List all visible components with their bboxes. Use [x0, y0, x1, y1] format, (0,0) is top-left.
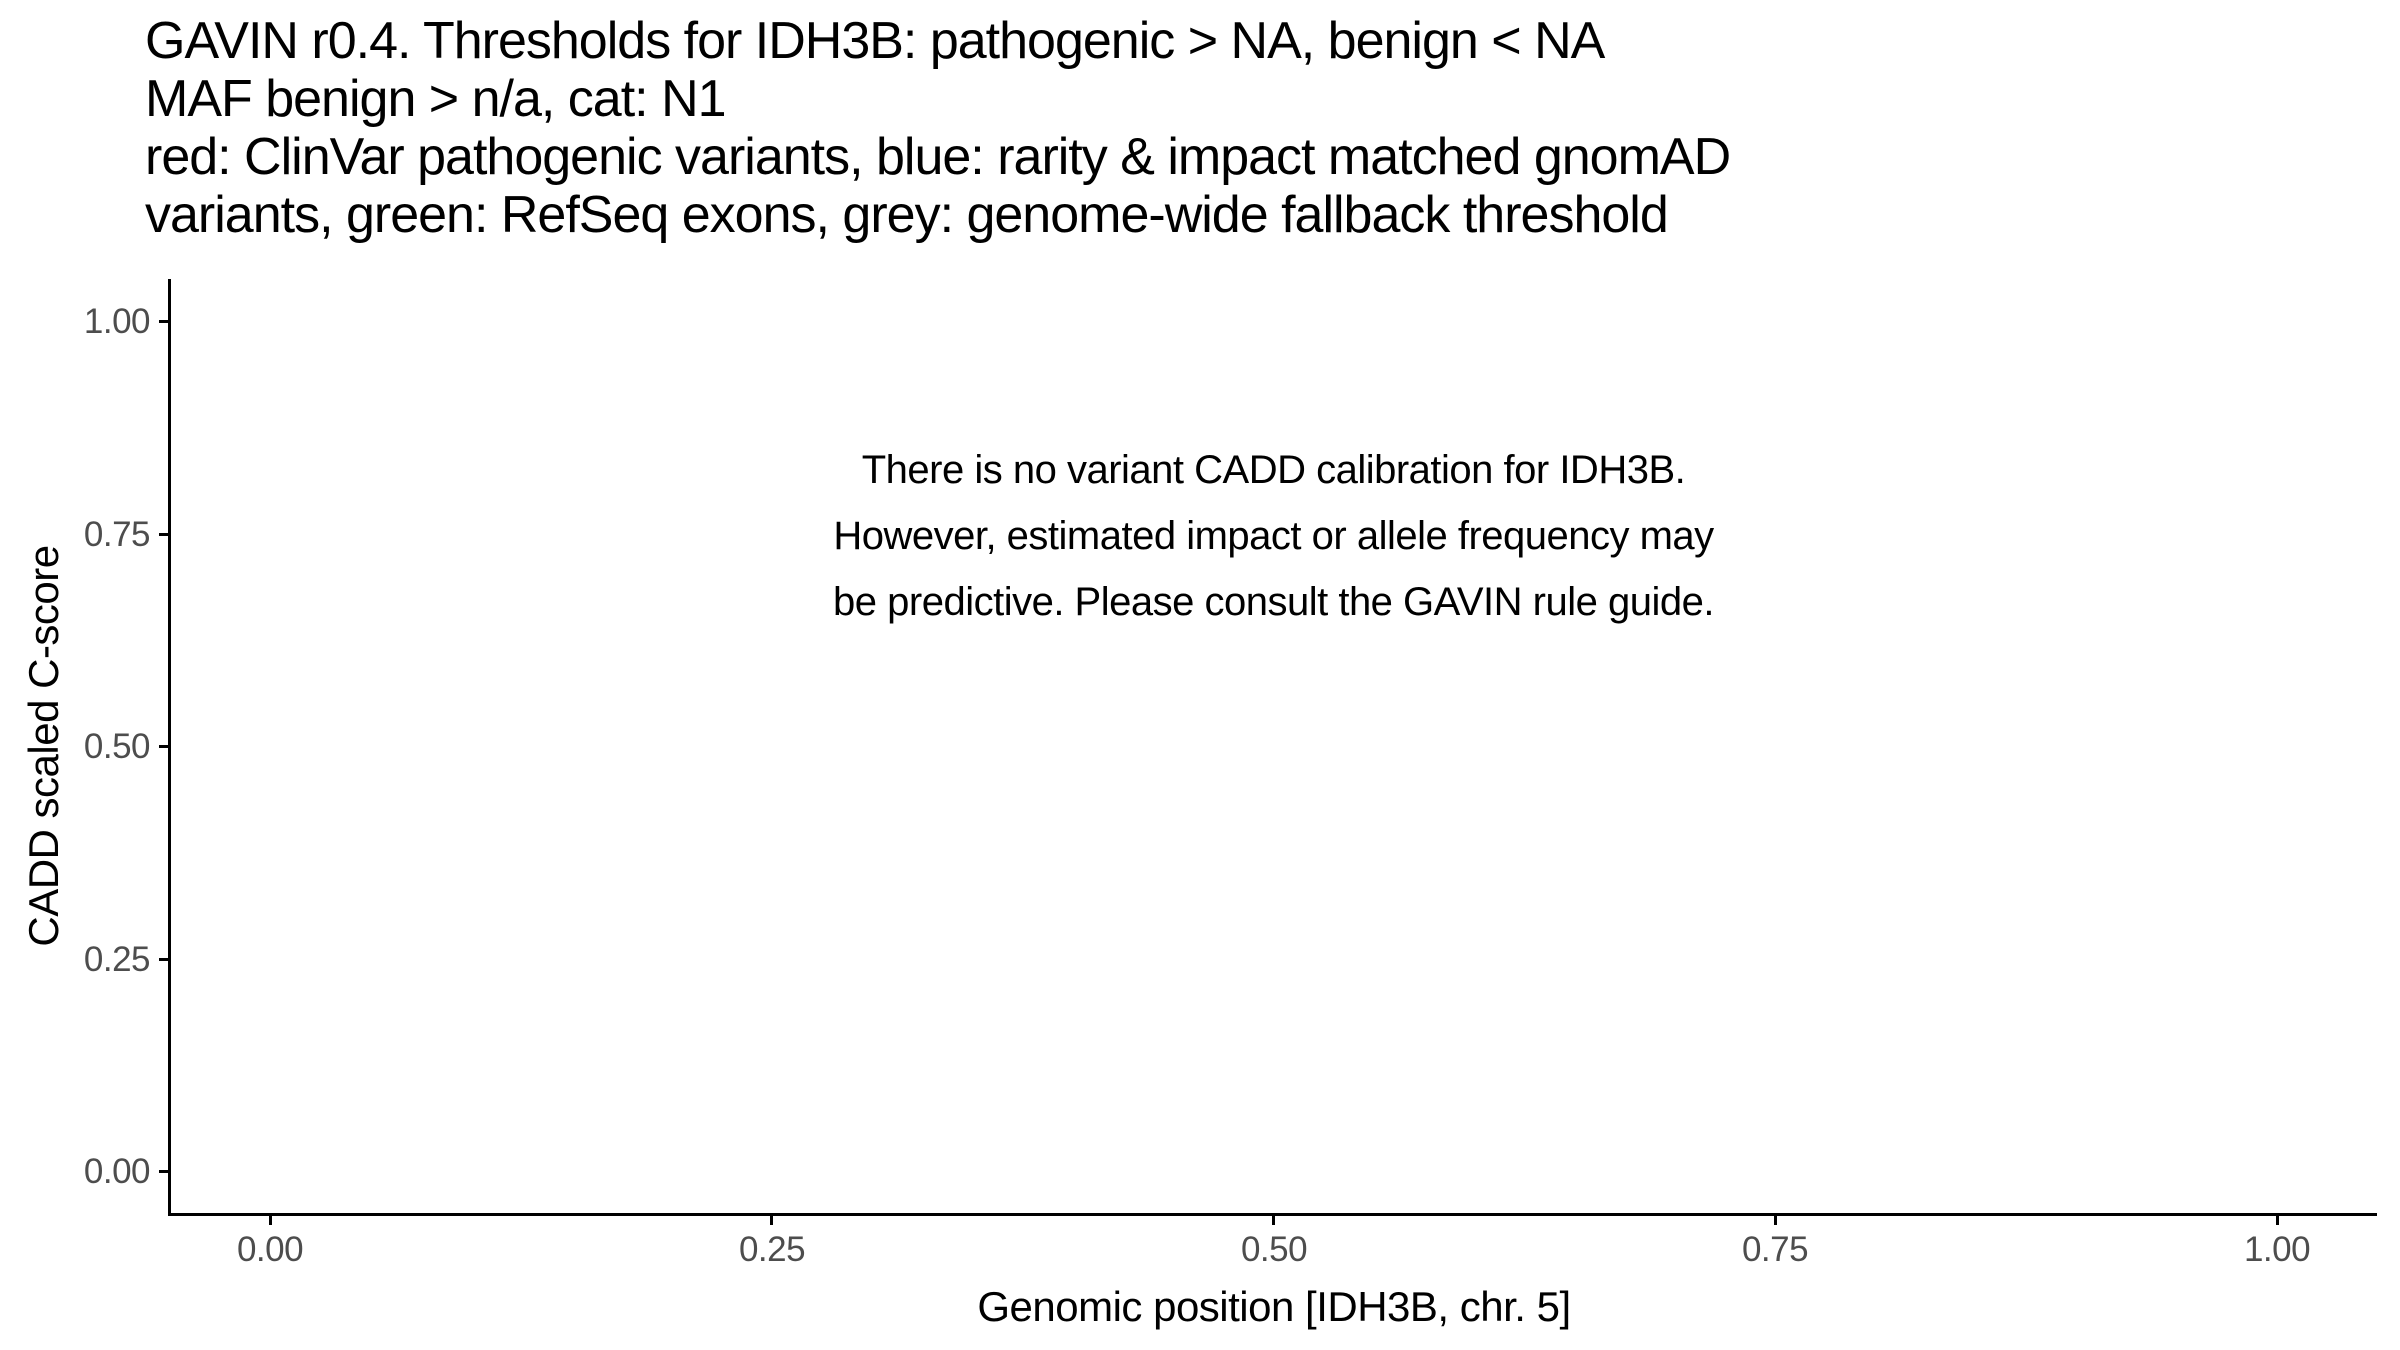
y-axis-tick-1.00	[159, 320, 168, 323]
y-axis-title: CADD scaled C-score	[20, 545, 67, 947]
chart-title-line-3: red: ClinVar pathogenic variants, blue: rarity & impact matched gnomAD	[145, 128, 1731, 186]
y-axis-tick-0.00	[159, 1170, 168, 1173]
annotation-line-1: There is no variant CADD calibration for IDH3B.	[861, 448, 1686, 492]
annotation-line-3: be predictive. Please consult the GAVIN rule guide.	[833, 580, 1714, 624]
chart-title	[145, 12, 1730, 244]
chart-title-line-1: GAVIN r0.4. Thresholds for IDH3B: pathogenic > NA, benign < NA	[145, 12, 1605, 70]
x-axis-tick-label: 0.25	[738, 1230, 806, 1269]
y-axis-tick-label: 0.25	[83, 940, 150, 979]
y-axis-tick-label: 0.50	[83, 727, 150, 766]
chart-title-line-4: variants, green: RefSeq exons, grey: genome-wide fallback threshold	[145, 186, 1668, 244]
x-axis-tick-label: 1.00	[2243, 1230, 2311, 1269]
x-axis-tick-label: 0.00	[236, 1230, 304, 1269]
x-axis-tick-0.75	[1774, 1216, 1777, 1225]
x-axis-tick-0.50	[1272, 1216, 1275, 1225]
plot-panel	[170, 279, 2377, 1214]
x-axis-tick-0.00	[269, 1216, 272, 1225]
y-axis-tick-label: 0.00	[83, 1152, 150, 1191]
chart-title-line-2: MAF benign > n/a, cat: N1	[145, 70, 726, 128]
y-axis-tick-0.25	[159, 958, 168, 961]
y-axis-tick-0.75	[159, 533, 168, 536]
x-axis-tick-0.25	[770, 1216, 773, 1225]
y-axis-line	[168, 279, 171, 1216]
y-axis-tick-label: 1.00	[83, 302, 150, 341]
y-axis-tick-label: 0.75	[83, 515, 150, 554]
annotation-line-2: However, estimated impact or allele frequency may	[833, 514, 1714, 558]
x-axis-tick-label: 0.75	[1741, 1230, 1809, 1269]
no-calibration-annotation	[170, 437, 2377, 635]
y-axis-tick-0.50	[159, 745, 168, 748]
x-axis-tick-label: 0.50	[1240, 1230, 1308, 1269]
x-axis-tick-1.00	[2276, 1216, 2279, 1225]
x-axis-title: Genomic position [IDH3B, chr. 5]	[977, 1283, 1571, 1330]
